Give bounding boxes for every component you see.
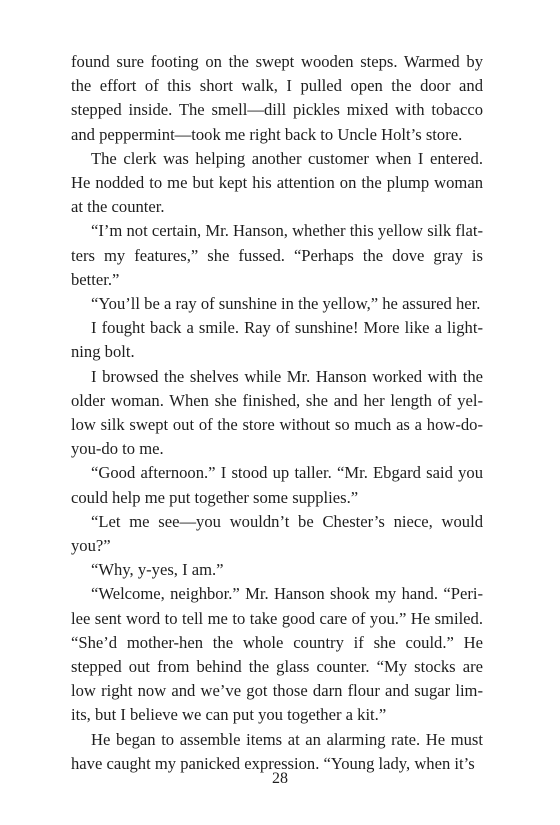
paragraph: He began to assemble items at an alarming rate. He must have caught my panicked expression. “Young lady, when it’s bbox=[71, 729, 483, 773]
paragraph: “Welcome, neighbor.” Mr. Hanson shook my hand. “Perilee sent word to tell me to take good care of you.” He smiled. “She’d mother-hen the whole country if she could.” He stepped out from behind the glass counter. “My stocks are low right now and we’ve got those darn flour and sugar limits, but I believe we can put you together a kit.” bbox=[71, 584, 483, 725]
page-number: 28 bbox=[272, 770, 288, 787]
paragraph: “Good afternoon.” I stood up taller. “Mr. Ebgard said you could help me put together some supplies.” bbox=[71, 463, 483, 507]
paragraph: I browsed the shelves while Mr. Hanson worked with the older woman. When she finished, she and her length of yellow silk swept out of the store without so much as a how-do-you-do to me. bbox=[71, 366, 483, 459]
paragraph: The clerk was helping another customer when I entered. He nodded to me but kept his attention on the plump woman at the counter. bbox=[71, 148, 483, 217]
paragraph: “Let me see—you wouldn’t be Chester’s niece, would you?” bbox=[71, 511, 483, 556]
paragraph: “Why, y-yes, I am.” bbox=[91, 560, 224, 580]
paragraph: I fought back a smile. Ray of sunshine! More like a lightning bolt. bbox=[71, 318, 483, 362]
paragraph: “I’m not certain, Mr. Hanson, whether this yellow silk flatters my features,” she fussed. “Perhaps the dove gray is better.” bbox=[71, 221, 483, 289]
paragraph: found sure footing on the swept wooden steps. Warmed by the effort of this short walk, I pulled open the door and stepped inside. The smell—dill pickles mixed with tobacco and peppermint—took me right back to Uncle Holt’s store. bbox=[71, 52, 483, 144]
page-body bbox=[71, 50, 483, 776]
paragraph: “You’ll be a ray of sunshine in the yellow,” he assured her. bbox=[91, 294, 481, 314]
